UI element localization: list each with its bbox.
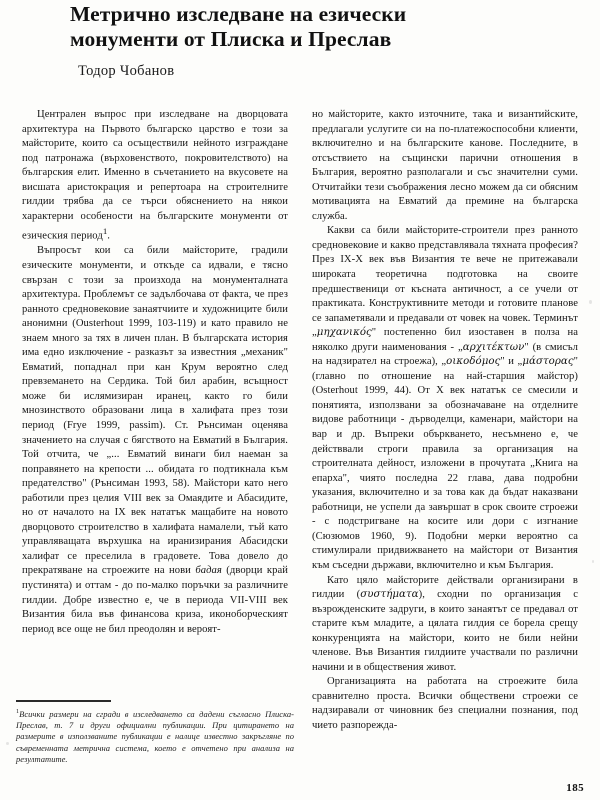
paragraph xyxy=(312,574,578,676)
scan-speckle xyxy=(6,742,9,745)
left-column xyxy=(22,108,288,637)
paragraph: но майсторите, както източните, така и византийските, предлагали услугите си на по-платежоспособни клиенти, включително и на българските канове. Последните, в отсъствието на същински парични отношения в България, вероятно разполагали и със значителни суми. Отчитайки тези съображения лесно можем да си обясним мотивацията на Евматий да премине на българска служба. xyxy=(312,109,578,222)
page-title xyxy=(70,2,540,52)
paragraph-text: (дворци край пустинята) и оттам - до по-малко поръчки за различните гилдии. Добре известно е, че в периода VII-VIII век Византия била във финансова криза, иконоборческият период все още не бил преодолян и вероят- xyxy=(22,565,288,635)
author-name: Тодор Чобанов xyxy=(78,63,175,79)
footnote-text: Всички размери на сгради в изследването са дадени съгласно Плиска-Преслав, т. 7 и други официални публикации. При цитирането на размерите в използваните публикации е налице известно закръгляне по съвременната метрична система, което е отчетено при анализа на резултатите. xyxy=(16,708,294,765)
greek-term: οικοδόμος xyxy=(446,356,501,368)
title-line-1: Метрично изследване на езически xyxy=(70,2,407,26)
paragraph-text: " постепенно бил изоставен в полза на няколко други наименования - „ xyxy=(312,327,578,353)
paragraph xyxy=(22,244,288,637)
right-column xyxy=(312,108,578,734)
paragraph-text: ), сходни по организация с възрожденските задруги, в които занаятът се предавал от старите към младите, а цялата гилдия се борела срещу конкуренцията на майстори, които не били нейни членове. Във Византия гилдиите участвали по различни начини и в обществения живот. xyxy=(312,589,578,673)
paragraph-text: " (в смисъл на надзирател на строежа), „ xyxy=(312,341,578,368)
paragraph-text: " и „ xyxy=(500,356,523,368)
paragraph-text: Централен въпрос при изследване на дворцовата архитектура на Първото българско царство е този за майсторите, които са осъществили нейното изграждане под патронажа (върховенството, покровителството) на българския елит. Именно в съчетанието на вкусовете на висшата аристокрация и репертоара на строителните гилдии трябва да се търси обяснението на някои характерни особености на българските монументи от езическия период xyxy=(22,109,288,242)
paragraph xyxy=(22,108,288,244)
scan-speckle xyxy=(592,560,594,563)
paragraph: Организацията на работата на строежите била сравнително проста. Всички обществени строежи се надзиравали от чиновник без специални познания, под чието разпорежда- xyxy=(312,676,578,731)
footnote-text-wrapper xyxy=(16,706,294,766)
footnote-block xyxy=(16,700,294,765)
scan-speckle xyxy=(589,300,592,304)
footnote-number: 1 xyxy=(16,707,20,715)
paragraph-text: " (главно по отношение на най-старшия майстор) (Osterhout 1999, 44). От X век нататък се смесили и понятията, използвани за обозначаване на отделните видове работници - дърводелци, каменари, майстори на вар и др. Въпреки объркването, несъмнено е, че действвали строги правила за организация на строителната дейност, изложени в прочутата „Книга на епарха", чиято последна 22 глава, дава подробни указания, включително и за това как да бъдат наказвани работници, не успели да завършат в срок своите строежи - с подстригване на косите или дори с изгнание (Сюзюмов 1960, 9). Подобни мерки вероятно са стимулирали придвижването на майстори от Византия към съседни държави, включително и към България. xyxy=(312,356,578,571)
paragraph-text: Като цяло майсторите действали организирани в гилдии ( xyxy=(312,574,578,601)
paragraph-text: Въпросът кои са били майсторите, градили езическите монументи, и откъде са идвали, е тясно свързан с този за произхода на монументалната архитектура. Проблемът се задълбочава от факта, че през ранното средновековие занаятчиите и художниците били анонимни (Ousterhout 1999, 103-119) и като правило не знаем много за тях в личен план. В българската история има едно изключение - разказът за известния „механик" Евматий, попаднал при кан Крум вероятно след превземането на Сердика. Той бил арабин, всъщност може би ислямизиран иранец, както го били мнозинството образовани лица в халифата през този период (Frye 1999, passim). Ст. Рънсиман оценява значението на случая с бягството на Евматий в България. Той отчита, че „... Евматий винаги бил наеман за поправянето на крепости ... обидата го подтикнала към предателство" (Рънсиман 1993, 58). Майстори като него работили през целия VIII век за Омаядите и Абасидите, но от началото на IX век нататък мащабите на новото дворцовото строителство в халифата намалели, тъй като управляващата върхушка на иранизирания Абасидски халифат се преселила в градовете. Това довело до прекратяване на строежите на нови xyxy=(22,245,288,577)
title-line-2: монументи от Плиска и Преслав xyxy=(70,27,392,51)
greek-term: συστήματα xyxy=(360,589,419,601)
greek-term: μάστορας xyxy=(522,356,574,368)
paragraph-text-trailing: . xyxy=(107,230,111,242)
italic-term: бадая xyxy=(195,565,222,577)
body-columns xyxy=(22,108,578,731)
paragraph-text: Какви са били майсторите-строители през ранното средновековие и какво представлявала тяхната професия? През IX-X век във Византия те вече не притежавали широката теоретична подготовка на своите предшественици от късната античност, а се учели от практиката. Конструктивните методи и готовите планове се запаметявали и предавали от човек на човек. Терминът „ xyxy=(312,225,578,339)
footnote-separator-rule xyxy=(16,700,111,702)
title-block xyxy=(70,2,540,52)
paragraph xyxy=(312,224,578,573)
page-number: 185 xyxy=(566,782,584,794)
footnote-marker: 1 xyxy=(102,226,108,237)
greek-term: μηχανικός xyxy=(316,327,372,339)
greek-term: αρχιτέκτων xyxy=(462,341,525,353)
